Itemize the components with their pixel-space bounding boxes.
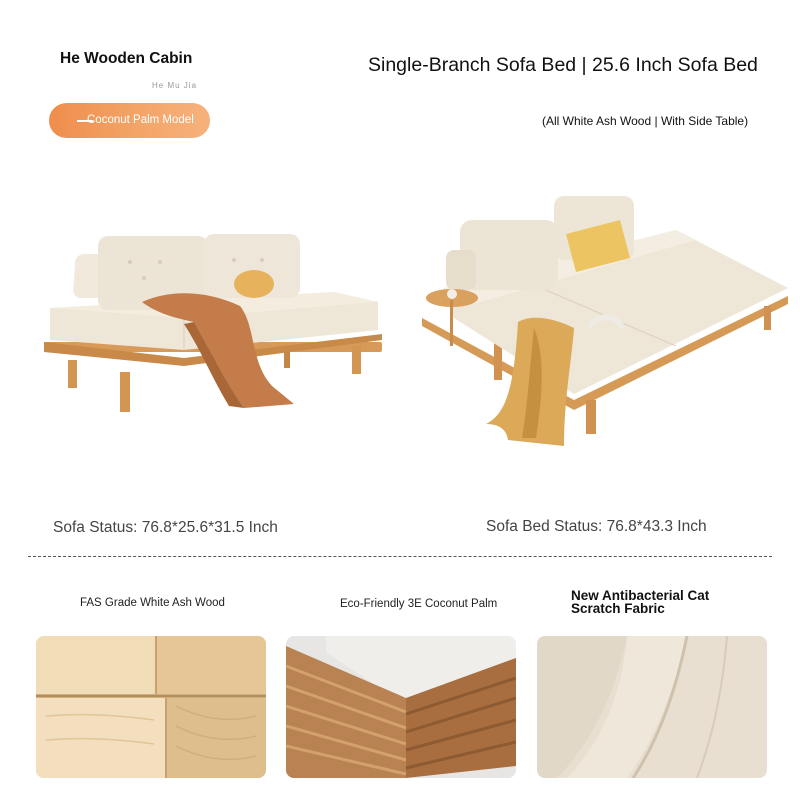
page-title: Single-Branch Sofa Bed | 25.6 Inch Sofa Bed: [368, 54, 758, 76]
feature-label-wood: FAS Grade White Ash Wood: [80, 597, 225, 609]
brand-name: He Wooden Cabin: [60, 50, 193, 67]
sofa-dimensions-caption: Sofa Status: 76.8*25.6*31.5 Inch: [53, 519, 278, 536]
model-badge-label: Coconut Palm Model: [87, 114, 194, 126]
ash-wood-closeup: [36, 636, 266, 778]
sofa-mode-photo: [34, 222, 394, 422]
model-badge: [49, 103, 210, 138]
sofa-bed-mode-photo: [414, 188, 798, 460]
brand-tagline: He Mu Jia: [152, 81, 198, 90]
feature-label-coconut-palm: Eco-Friendly 3E Coconut Palm: [340, 598, 498, 610]
page-subtitle: (All White Ash Wood | With Side Table): [542, 114, 749, 128]
brand-logo: [48, 28, 206, 92]
coconut-palm-layers: [286, 636, 516, 778]
fabric-closeup: [537, 636, 767, 778]
feature-label-fabric: New Antibacterial Cat Scratch Fabric: [571, 588, 710, 616]
section-divider: [28, 556, 772, 557]
sofa-bed-dimensions-caption: Sofa Bed Status: 76.8*43.3 Inch: [486, 518, 707, 535]
